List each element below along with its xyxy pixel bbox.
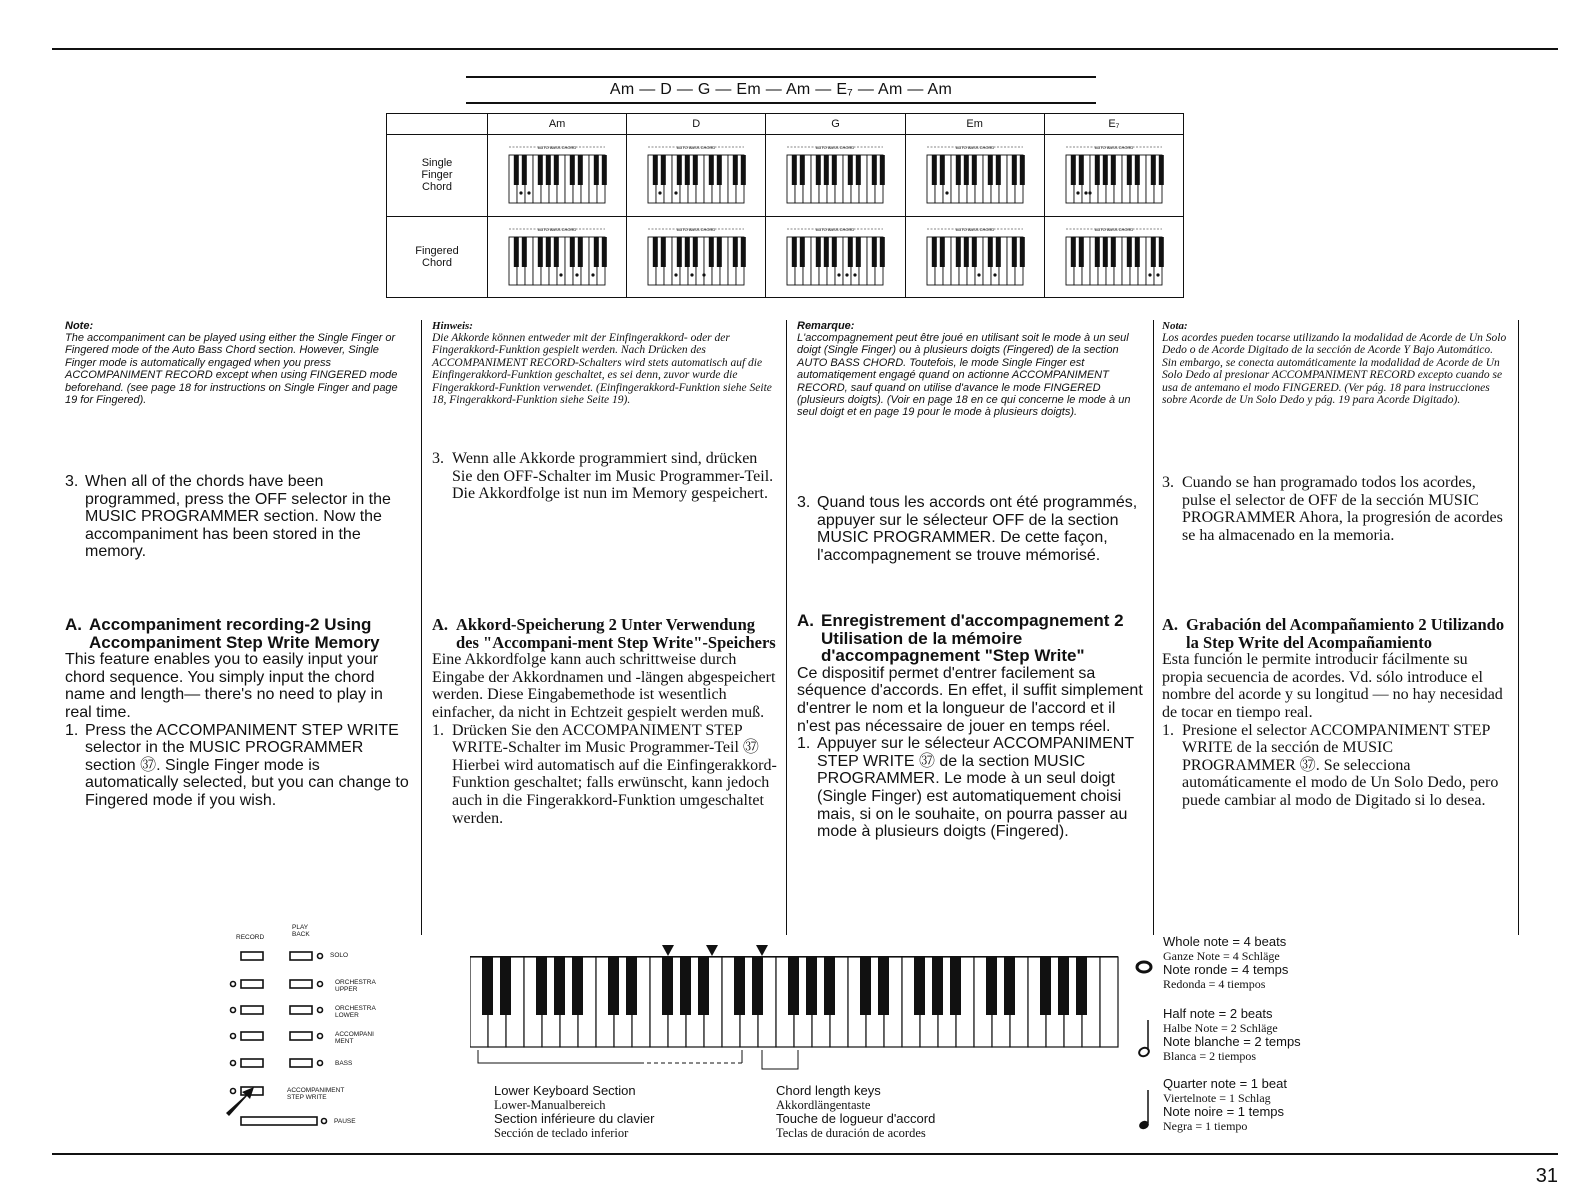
panel-row-accompaniment: ACCOMPANI MENT bbox=[335, 1031, 374, 1045]
black-key bbox=[1111, 237, 1116, 267]
key-marker-dot bbox=[1156, 273, 1159, 276]
section-a bbox=[1162, 616, 1510, 810]
black-key bbox=[578, 237, 583, 267]
intro-text: Esta función le permite introducir fácilmente su propia secuencia de acordes. Vd. sólo introduce el nombre del acorde y su longitud — no hay necesidad de tocar en tiempo real. bbox=[1162, 651, 1503, 721]
column-german bbox=[432, 320, 777, 827]
black-key bbox=[1151, 237, 1156, 267]
auto-bass-chord-label: AUTO BASS CHORD bbox=[676, 226, 716, 232]
note-heading: Nota: bbox=[1162, 320, 1188, 332]
mini-keyboard-icon bbox=[501, 141, 613, 209]
black-key bbox=[1011, 237, 1016, 267]
mini-keyboard-icon bbox=[779, 141, 891, 209]
black-key bbox=[677, 237, 682, 267]
pause-label: PAUSE bbox=[334, 1118, 356, 1125]
section-title bbox=[797, 612, 1147, 665]
black-key bbox=[653, 237, 658, 267]
column-separator bbox=[1153, 320, 1154, 935]
note-heading: Hinweis: bbox=[432, 320, 473, 332]
section-a bbox=[432, 616, 777, 827]
black-key bbox=[1127, 155, 1132, 185]
section-a bbox=[65, 616, 410, 810]
legend-line: Half note = 2 beats bbox=[1163, 1006, 1273, 1021]
caption-line: Sección de teclado inferior bbox=[494, 1126, 629, 1140]
kb-fingered-e7 bbox=[1044, 216, 1183, 298]
quarter-note-legend bbox=[1163, 1077, 1287, 1133]
step-1 bbox=[797, 735, 1147, 841]
white-key bbox=[1100, 957, 1118, 1047]
key-marker-dot bbox=[1088, 192, 1091, 195]
step-text: Press the ACCOMPANIMENT STEP WRITE selector in the MUSIC PROGRAMMER section ㊲. Single Finger mode is automatically selected, but you can change to Fingered mode if you wish. bbox=[85, 721, 409, 809]
header-am: Am bbox=[488, 114, 627, 135]
key-marker-dot bbox=[854, 273, 857, 276]
step-3 bbox=[65, 473, 410, 561]
caption-line: Akkordlängentaste bbox=[776, 1098, 871, 1112]
black-key bbox=[1019, 155, 1024, 185]
black-key bbox=[806, 957, 817, 1015]
black-key bbox=[741, 237, 746, 267]
black-key bbox=[872, 237, 877, 267]
black-key bbox=[709, 237, 714, 267]
black-key bbox=[932, 957, 943, 1015]
black-key bbox=[536, 957, 547, 1015]
black-key bbox=[594, 237, 599, 267]
black-key bbox=[931, 237, 936, 267]
black-key bbox=[880, 155, 885, 185]
column-english bbox=[65, 320, 410, 809]
key-marker-dot bbox=[527, 192, 530, 195]
black-key bbox=[733, 155, 738, 185]
black-key bbox=[1151, 155, 1156, 185]
chord-length-bracket bbox=[762, 1050, 798, 1069]
caption-line: Chord length keys bbox=[776, 1083, 881, 1098]
column-separator bbox=[1518, 320, 1519, 935]
black-key bbox=[971, 237, 976, 267]
black-key bbox=[1058, 957, 1069, 1015]
kb-single-g bbox=[766, 135, 905, 217]
step-number: 1. bbox=[1162, 721, 1174, 739]
auto-bass-chord-label: AUTO BASS CHORD bbox=[676, 145, 716, 151]
legend-line: Note ronde = 4 temps bbox=[1163, 962, 1289, 977]
step-text: Presione el selector ACCOMPANIMENT STEP WRITE de la sección de MUSIC PROGRAMMER ㊲. Se selecciona automáticamente el modo de Un Solo Dedo, pero puede cambiar al modo de Digitado si lo desea. bbox=[1182, 721, 1499, 809]
black-key bbox=[987, 237, 992, 267]
auto-bass-chord-label: AUTO BASS CHORD bbox=[537, 226, 577, 232]
header-e7: E₇ bbox=[1044, 114, 1183, 135]
black-key bbox=[1127, 237, 1132, 267]
section-title bbox=[65, 616, 410, 651]
caption-line: Touche de logueur d'accord bbox=[776, 1111, 936, 1126]
auto-bass-chord-label: AUTO BASS CHORD bbox=[1094, 226, 1134, 232]
black-key bbox=[832, 155, 837, 185]
chord-length-marker-icon bbox=[662, 945, 674, 956]
kb-single-e7 bbox=[1044, 135, 1183, 217]
intro-text: Eine Akkordfolge kann auch schrittweise durch Eingabe der Akkordnamen und -längen abgespeichert werden. Diese Eingabemethode ist wesentlich einfacher, da nicht in Echtzeit gespielt werden muß. bbox=[432, 651, 776, 721]
black-key bbox=[538, 237, 543, 267]
section-number: A. bbox=[432, 615, 449, 634]
mini-keyboard-icon bbox=[501, 223, 613, 291]
top-rule bbox=[52, 48, 1558, 50]
row-label-line: Chord bbox=[422, 181, 452, 194]
section-number: A. bbox=[797, 611, 814, 630]
key-marker-dot bbox=[659, 192, 662, 195]
black-key bbox=[1079, 155, 1084, 185]
black-key bbox=[717, 237, 722, 267]
black-key bbox=[482, 957, 493, 1015]
legend-line: Halbe Note = 2 Schläge bbox=[1163, 1021, 1278, 1035]
black-key bbox=[939, 155, 944, 185]
legend-line: Note blanche = 2 temps bbox=[1163, 1034, 1301, 1049]
key-marker-dot bbox=[703, 273, 706, 276]
black-key bbox=[816, 237, 821, 267]
black-key bbox=[1071, 237, 1076, 267]
section-title-text: Akkord-Speicherung 2 Unter Verwendung des "Accompani-ment Step Write"-Speichers bbox=[456, 615, 776, 652]
black-key bbox=[987, 155, 992, 185]
black-key bbox=[939, 237, 944, 267]
black-key bbox=[522, 155, 527, 185]
panel-row-orchestra-upper: ORCHESTRA UPPER bbox=[335, 979, 376, 993]
step-text: Quand tous les accords ont été programmés, appuyer sur le sélecteur OFF de la section MUSIC PROGRAMMER. De cette façon, l'accompagnement se trouve mémorisé. bbox=[817, 494, 1138, 564]
key-marker-dot bbox=[838, 273, 841, 276]
black-key bbox=[856, 155, 861, 185]
key-marker-dot bbox=[559, 273, 562, 276]
row-label-line: Finger bbox=[421, 169, 453, 182]
key-marker-dot bbox=[675, 192, 678, 195]
black-key bbox=[1011, 155, 1016, 185]
black-key bbox=[685, 237, 690, 267]
row-label-fingered bbox=[387, 216, 488, 298]
black-key bbox=[661, 155, 666, 185]
key-marker-dot bbox=[1076, 192, 1079, 195]
step-3 bbox=[1162, 474, 1510, 544]
step-3 bbox=[797, 494, 1147, 564]
black-key bbox=[677, 155, 682, 185]
key-marker-dot bbox=[691, 273, 694, 276]
auto-bass-chord-label: AUTO BASS CHORD bbox=[537, 145, 577, 151]
black-key bbox=[878, 957, 889, 1015]
lower-keyboard-diagram bbox=[470, 945, 1130, 1080]
black-key bbox=[693, 237, 698, 267]
panel-row-orchestra-lower: ORCHESTRA LOWER bbox=[335, 1005, 376, 1019]
row-label-line: Single bbox=[421, 157, 453, 170]
black-key bbox=[538, 155, 543, 185]
black-key bbox=[880, 237, 885, 267]
section-number: A. bbox=[65, 615, 82, 634]
lower-section-bracket bbox=[478, 1050, 640, 1063]
black-key bbox=[856, 237, 861, 267]
legend-line: Negra = 1 tiempo bbox=[1163, 1119, 1248, 1133]
whole-note-icon bbox=[1137, 962, 1151, 972]
black-key bbox=[1076, 957, 1087, 1015]
panel-row-bass: BASS bbox=[335, 1060, 353, 1067]
chord-progression: Am — D — G — Em — Am — E₇ — Am — Am bbox=[466, 76, 1096, 104]
black-key bbox=[848, 237, 853, 267]
section-title-text: Accompaniment recording-2 Using Accompaniment Step Write Memory bbox=[89, 615, 380, 652]
key-marker-dot bbox=[1084, 192, 1087, 195]
note-text: Die Akkorde können entweder mit der Einfingerakkord- oder der Fingerakkord-Funktion gespielt werden. Nach Drücken des ACCOMPANIMENT RECORD-Schalters wird stets automatisch auf die Einfingerakkord-Funktion geschaltet, es sei denn, zuvor wurde die Fingerakkord-Funktion verwendet. (Einfingerakkord-Funktion siehe Seite 18, Fingerakkord-Funktion siehe Seite 19). bbox=[432, 332, 772, 407]
black-key bbox=[554, 237, 559, 267]
black-key bbox=[546, 237, 551, 267]
black-key bbox=[733, 237, 738, 267]
section-a bbox=[797, 612, 1147, 841]
black-key bbox=[514, 155, 519, 185]
key-marker-dot bbox=[846, 273, 849, 276]
panel-row-solo: SOLO bbox=[330, 952, 349, 959]
black-key bbox=[955, 155, 960, 185]
chord-length-marker-icon bbox=[706, 945, 718, 956]
black-key bbox=[816, 155, 821, 185]
black-key bbox=[1004, 957, 1015, 1015]
black-key bbox=[514, 237, 519, 267]
legend-line: Quarter note = 1 beat bbox=[1163, 1076, 1287, 1091]
black-key bbox=[800, 237, 805, 267]
legend-line: Viertelnote = 1 Schlag bbox=[1163, 1091, 1271, 1105]
black-key bbox=[1103, 237, 1108, 267]
black-key bbox=[832, 237, 837, 267]
whole-note-legend bbox=[1163, 935, 1288, 991]
row-label-line: Fingered bbox=[415, 244, 459, 257]
key-marker-dot bbox=[519, 192, 522, 195]
step-number: 3. bbox=[797, 494, 811, 511]
kb-fingered-d bbox=[627, 216, 766, 298]
intro-text: This feature enables you to easily input your chord sequence. You simply input the chord name and length— there's no need to play in real time. bbox=[65, 651, 383, 721]
black-key bbox=[1159, 155, 1164, 185]
note-text: Los acordes pueden tocarse utilizando la modalidad de Acorde de Un Solo Dedo o de Acorde Digitado de la sección de Acorde Y Bajo Automático. Sin embargo, se conecta automáticamente la modalidad de Acorde de Un Solo Dedo al presionar ACCOMPANIMENT RECORD excepto cuando se usa de antemano el modo FINGERED. (Ver pág. 18 para instrucciones sobre Acorde de Un Solo Dedo y pág. 19 para Acorde Digitado). bbox=[1162, 332, 1507, 407]
black-key bbox=[602, 237, 607, 267]
kb-fingered-am bbox=[488, 216, 627, 298]
step-1 bbox=[65, 722, 410, 810]
kb-fingered-em bbox=[905, 216, 1044, 298]
black-key bbox=[800, 155, 805, 185]
step-text: Wenn alle Akkorde programmiert sind, drücken Sie den OFF-Schalter im Music Programmer-Teil. Die Akkordfolge ist nun im Memory gespeichert. bbox=[452, 450, 774, 503]
legend-line: Ganze Note = 4 Schläge bbox=[1163, 949, 1280, 963]
key-marker-dot bbox=[945, 192, 948, 195]
mini-keyboard-icon bbox=[1058, 223, 1170, 291]
black-key bbox=[950, 957, 961, 1015]
black-key bbox=[986, 957, 997, 1015]
black-key bbox=[1019, 237, 1024, 267]
black-key bbox=[717, 155, 722, 185]
column-french bbox=[797, 320, 1147, 841]
note-text: The accompaniment can be played using either the Single Finger or Fingered mode of the Auto Bass Chord section. However, Single Finger mode is automatically engaged when you press ACCOMPANIMENT RECORD except when using FINGERED mode beforehand. (see page 18 for instructions on Single Finger and page 19 for Fingered). bbox=[65, 332, 398, 407]
black-key bbox=[1159, 237, 1164, 267]
chord-table bbox=[386, 113, 1184, 298]
key-marker-dot bbox=[1148, 273, 1151, 276]
note-heading: Note: bbox=[65, 320, 94, 332]
step-write-label: ACCOMPANIMENT STEP WRITE bbox=[287, 1087, 345, 1101]
auto-bass-chord-label: AUTO BASS CHORD bbox=[816, 145, 855, 151]
key-marker-dot bbox=[575, 273, 578, 276]
note-symbols bbox=[1132, 955, 1158, 1135]
half-note-icon bbox=[1138, 1020, 1150, 1058]
black-key bbox=[626, 957, 637, 1015]
section-title-text: Enregistrement d'accompagnement 2 Utilisation de la mémoire d'accompagnement "Step Write" bbox=[821, 611, 1124, 666]
black-key bbox=[602, 155, 607, 185]
lower-keyboard-caption bbox=[494, 1084, 654, 1140]
note-heading: Remarque: bbox=[797, 320, 855, 332]
step-text: Drücken Sie den ACCOMPANIMENT STEP WRITE-Schalter im Music Programmer-Teil ㊲ Hierbei wird automatisch auf die Einfingerakkord-Funktion geschaltet; falls erwünscht, kann jedoch auch in die Fingerakkord-Funktion umgeschaltet werden. bbox=[452, 721, 777, 827]
step-text: When all of the chords have been programmed, press the OFF selector in the MUSIC PROGRAMMER section. Now the accompaniment has been stored in the memory. bbox=[85, 473, 391, 561]
column-spanish bbox=[1162, 320, 1510, 809]
black-key bbox=[914, 957, 925, 1015]
step-text: Cuando se han programado todos los acordes, pulse el selector de OFF de la sección MUSIC PROGRAMMER Ahora, la progresión de acordes se ha almacenado en la memoria. bbox=[1182, 474, 1503, 544]
black-key bbox=[1103, 155, 1108, 185]
black-key bbox=[572, 957, 583, 1015]
legend-line: Redonda = 4 tiempos bbox=[1163, 977, 1266, 991]
row-label-single-finger bbox=[387, 135, 488, 217]
kb-fingered-g bbox=[766, 216, 905, 298]
black-key bbox=[685, 155, 690, 185]
mini-keyboard-icon bbox=[919, 141, 1031, 209]
caption-line: Lower Keyboard Section bbox=[494, 1083, 636, 1098]
black-key bbox=[661, 237, 666, 267]
black-key bbox=[1135, 237, 1140, 267]
key-marker-dot bbox=[993, 273, 996, 276]
header-d: D bbox=[627, 114, 766, 135]
black-key bbox=[1111, 155, 1116, 185]
black-key bbox=[680, 957, 691, 1015]
black-key bbox=[792, 237, 797, 267]
black-key bbox=[594, 155, 599, 185]
black-key bbox=[788, 957, 799, 1015]
black-key bbox=[1079, 237, 1084, 267]
black-key bbox=[554, 155, 559, 185]
chord-length-caption bbox=[776, 1084, 935, 1140]
header-g: G bbox=[766, 114, 905, 135]
black-key bbox=[963, 237, 968, 267]
black-key bbox=[570, 237, 575, 267]
black-key bbox=[709, 155, 714, 185]
half-note-legend bbox=[1163, 1007, 1301, 1063]
black-key bbox=[662, 957, 673, 1015]
black-key bbox=[971, 155, 976, 185]
section-title-text: Grabación del Acompañamiento 2 Utilizando la Step Write del Acompañamiento bbox=[1186, 615, 1505, 652]
key-marker-dot bbox=[977, 273, 980, 276]
caption-line: Section inférieure du clavier bbox=[494, 1111, 655, 1126]
playback-label: PLAY BACK bbox=[292, 924, 310, 938]
step-number: 1. bbox=[797, 735, 811, 753]
mini-keyboard-icon bbox=[640, 223, 752, 291]
legend-line: Note noire = 1 temps bbox=[1163, 1104, 1285, 1119]
black-key bbox=[698, 957, 709, 1015]
auto-bass-chord-label: AUTO BASS CHORD bbox=[816, 226, 855, 232]
black-key bbox=[860, 957, 871, 1015]
black-key bbox=[824, 155, 829, 185]
black-key bbox=[1135, 155, 1140, 185]
step-1 bbox=[432, 722, 777, 828]
black-key bbox=[570, 155, 575, 185]
step-number: 3. bbox=[432, 450, 444, 467]
black-key bbox=[963, 155, 968, 185]
key-marker-dot bbox=[591, 273, 594, 276]
mini-keyboard-icon bbox=[640, 141, 752, 209]
kb-single-d bbox=[627, 135, 766, 217]
note-text: L'accompagnement peut être joué en utilisant soit le mode à un seul doigt (Single Finger) ou à plusieurs doigts (Fingered) de la section AUTO BASS CHORD. Toutefois, le mode Single Finger est automatiqement engagé quand on actionne ACCOMPANIMENT RECORD, sauf quand on utilise d'avance le mode FINGERED (plusieurs doigts). (Voir en page 18 en ce qui concerne le mode à un seul doigt et en page 19 pour le mode à plusieurs doigts). bbox=[797, 332, 1131, 419]
caption-line: Lower-Manualbereich bbox=[494, 1098, 606, 1112]
step-number: 1. bbox=[65, 721, 79, 739]
mini-keyboard-icon bbox=[779, 223, 891, 291]
black-key bbox=[653, 155, 658, 185]
black-key bbox=[554, 957, 565, 1015]
caption-line: Teclas de duración de acordes bbox=[776, 1126, 926, 1140]
intro-text: Ce dispositif permet d'entrer facilement sa séquence d'accords. En effet, il suffit simplement d'entrer le nom et la longueur de l'accord et il n'est pas nécessaire de jouer en temps réel. bbox=[797, 664, 1143, 735]
kb-single-em bbox=[905, 135, 1044, 217]
black-key bbox=[995, 237, 1000, 267]
legend-line: Blanca = 2 tiempos bbox=[1163, 1049, 1257, 1063]
header-em: Em bbox=[905, 114, 1044, 135]
section-number: A. bbox=[1162, 615, 1179, 634]
legend-line: Whole note = 4 beats bbox=[1163, 934, 1287, 949]
black-key bbox=[824, 237, 829, 267]
black-key bbox=[522, 237, 527, 267]
bottom-rule bbox=[52, 1153, 1558, 1155]
quarter-note-icon bbox=[1138, 1090, 1150, 1131]
record-label: RECORD bbox=[236, 934, 265, 941]
auto-bass-chord-label: AUTO BASS CHORD bbox=[955, 226, 994, 232]
page-number: 31 bbox=[1535, 1165, 1558, 1187]
auto-bass-chord-label: AUTO BASS CHORD bbox=[1094, 145, 1134, 151]
black-key bbox=[1095, 155, 1100, 185]
step-1 bbox=[1162, 722, 1510, 810]
step-number: 3. bbox=[65, 473, 79, 490]
section-title bbox=[1162, 616, 1510, 651]
step-number: 1. bbox=[432, 721, 444, 739]
column-separator bbox=[786, 320, 787, 935]
row-label-line: Chord bbox=[422, 256, 452, 269]
black-key bbox=[1040, 957, 1051, 1015]
black-key bbox=[995, 155, 1000, 185]
mini-keyboard-icon bbox=[1058, 141, 1170, 209]
kb-single-am bbox=[488, 135, 627, 217]
column-separator bbox=[421, 320, 422, 935]
chord-length-marker-icon bbox=[756, 945, 768, 956]
step-text: Appuyer sur le sélecteur ACCOMPANIMENT STEP WRITE ㊲ de la section MUSIC PROGRAMMER. Le mode à un seul doigt (Single Finger) est automatiquement choisi mais, si on le souhaite, on pourra passer au mode à plusieurs doigts (Fingered). bbox=[817, 735, 1134, 841]
black-key bbox=[955, 237, 960, 267]
black-key bbox=[848, 155, 853, 185]
black-key bbox=[578, 155, 583, 185]
black-key bbox=[824, 957, 835, 1015]
key-marker-dot bbox=[675, 273, 678, 276]
black-key bbox=[693, 155, 698, 185]
step-number: 3. bbox=[1162, 474, 1174, 491]
black-key bbox=[500, 957, 511, 1015]
black-key bbox=[872, 155, 877, 185]
black-key bbox=[752, 957, 763, 1015]
table-corner bbox=[387, 114, 488, 135]
black-key bbox=[734, 957, 745, 1015]
black-key bbox=[1071, 155, 1076, 185]
black-key bbox=[546, 155, 551, 185]
black-key bbox=[608, 957, 619, 1015]
mini-keyboard-icon bbox=[919, 223, 1031, 291]
black-key bbox=[741, 155, 746, 185]
black-key bbox=[931, 155, 936, 185]
black-key bbox=[1095, 237, 1100, 267]
auto-bass-chord-label: AUTO BASS CHORD bbox=[955, 145, 994, 151]
step-3 bbox=[432, 450, 777, 503]
black-key bbox=[792, 155, 797, 185]
section-title bbox=[432, 616, 777, 651]
